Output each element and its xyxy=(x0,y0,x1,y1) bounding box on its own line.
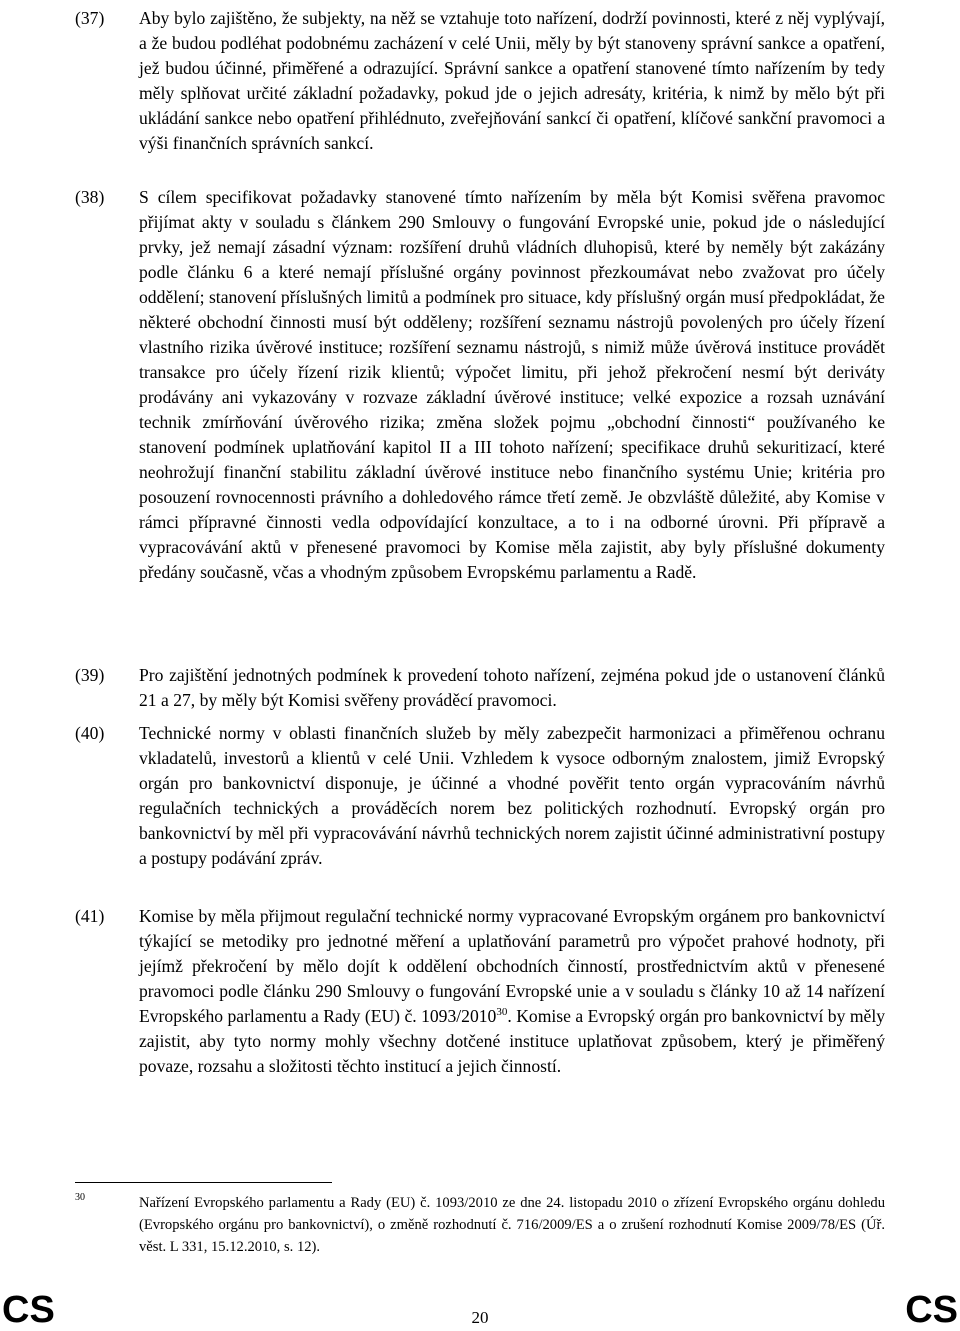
recital-text: S cílem specifikovat požadavky stanovené tímto nařízením by měla být Komisi svěřena pravomoc přijímat akty v souladu s článkem 290 Smlouvy o fungování Evropské unie, pokud jde o následující prvky, jež nemají zásadní význam: rozšíření druhů vládních dluhopisů, které by neměly být zakázány podle článku 6 a které nemají příslušné orgány povinnost přezkoumávat nebo zvažovat pro účely oddělení; stanovení příslušných limitů a podmínek pro situace, kdy příslušný orgán musí předpokládat, že některé obchodní činnosti musí být odděleny; rozšíření seznamu nástrojů povolených pro účely řízení vlastního rizika úvěrové instituce; rozšíření seznamu nástrojů, s nimiž může úvěrová instituce provádět transakce pro účely řízení rizik klientů; výpočet limitu, při jehož překročení nesmí být deriváty prodávány ani vykazovány v rozvaze základní úvěrové instituce; velké expozice a rozsah uznávání technik zmírňování úvěrového rizika; změna složek pojmu „obchodní činnosti“ používaného ke stanovení podmínek uplatňování kapitol II a III tohoto nařízení; specifikace druhů sekuritizací, které neohrožují finanční stabilitu základní úvěrové instituce nebo finančního systému Unie; kritéria pro posouzení rovnocennosti právního a dohledového rámce třetí země. Je obzvláště důležité, aby Komise v rámci přípravné činnosti vedla odpovídající konzultace, a to i na odborné úrovni. Při přípravě a vypracovávání aktů v přenesené pravomoci by Komise měla zajistit, aby byly příslušné dokumenty předány současně, včas a vhodným způsobem Evropskému parlamentu a Radě. xyxy=(139,187,885,582)
recital-number: (39) xyxy=(75,665,105,685)
recital-40 xyxy=(75,721,885,871)
recital-text: Aby bylo zajištěno, že subjekty, na něž se vztahuje toto nařízení, dodrží povinnosti, které z něj vyplývají, a že budou podléhat podobnému zacházení v celé Unii, měly by být stanoveny správní sankce a opatření, jež budou účinné, přiměřené a odrazující. Správní sankce a opatření stanovené tímto nařízením by tedy měly splňovat určité základní požadavky, pokud jde o jejich adresáty, kritéria, k nimž by mělo být při ukládání sankce nebo opatření přihlédnuto, zveřejňování sankcí či opatření, klíčové sankční pravomoci a výši finančních správních sankcí. xyxy=(139,8,885,153)
recital-38 xyxy=(75,185,885,585)
footnote xyxy=(75,1192,885,1258)
recital-number: (41) xyxy=(75,906,105,926)
recital-text: Pro zajištění jednotných podmínek k provedení tohoto nařízení, zejména pokud jde o ustanovení článků 21 a 27, by měly být Komisi svěřeny prováděcí pravomoci. xyxy=(139,665,885,710)
language-code-right: CS xyxy=(905,1289,958,1331)
recital-39 xyxy=(75,663,885,713)
recital-text: Technické normy v oblasti finančních služeb by měly zabezpečit harmonizaci a přiměřenou ochranu vkladatelů, investorů a klientů v celé Unii. Vzhledem k vysoce odborným znalostem, jimiž Evropský orgán pro bankovnictví disponuje, je účinné a vhodné pověřit tento orgán vypracováním návrhů regulačních technických a prováděcích norem bez politických rozhodnutí. Evropský orgán pro bankovnictví by měl při vypracovávání návrhů technických norem zajistit účinné administrativní postupy a postupy podávání zpráv. xyxy=(139,723,885,868)
recital-number: (38) xyxy=(75,187,105,207)
recital-number: (40) xyxy=(75,723,105,743)
recital-text xyxy=(139,904,885,1079)
recital-41 xyxy=(75,904,885,1079)
footnote-separator xyxy=(75,1182,332,1183)
recital-text-before: Komise by měla přijmout regulační technické normy vypracované Evropským orgánem pro bankovnictví týkající se metodiky pro jednotné měření a uplatňování parametrů pro výpočet prahové hodnoty, při jejímž překročení by mělo dojít k oddělení obchodních činností, prostřednictvím aktů v přenesené pravomoci podle článku 290 Smlouvy o fungování Evropské unie a v souladu s články 10 až 14 nařízení Evropského parlamentu a Rady (EU) č. 1093/2010 xyxy=(139,906,885,1026)
footnote-number: 30 xyxy=(75,1192,85,1203)
page-number: 20 xyxy=(471,1308,489,1327)
recital-37 xyxy=(75,6,885,156)
language-code-left: CS xyxy=(2,1289,55,1331)
recital-number: (37) xyxy=(75,8,105,28)
footnote-reference[interactable]: 30 xyxy=(496,1006,508,1019)
footnote-text: Nařízení Evropského parlamentu a Rady (EU) č. 1093/2010 ze dne 24. listopadu 2010 o zřízení Evropského orgánu dohledu (Evropského orgánu pro bankovnictví), o změně rozhodnutí č. 716/2009/ES a o zrušení rozhodnutí Komise 2009/78/ES (Úř. věst. L 331, 15.12.2010, s. 12). xyxy=(139,1195,885,1255)
recital-text-after: . Komise a Evropský orgán pro bankovnictví by měly zajistit, aby tyto normy mohly všechny dotčené instituce uplatňovat způsobem, který je přiměřený povaze, rozsahu a složitosti těchto institucí a jejich činností. xyxy=(139,1006,885,1076)
